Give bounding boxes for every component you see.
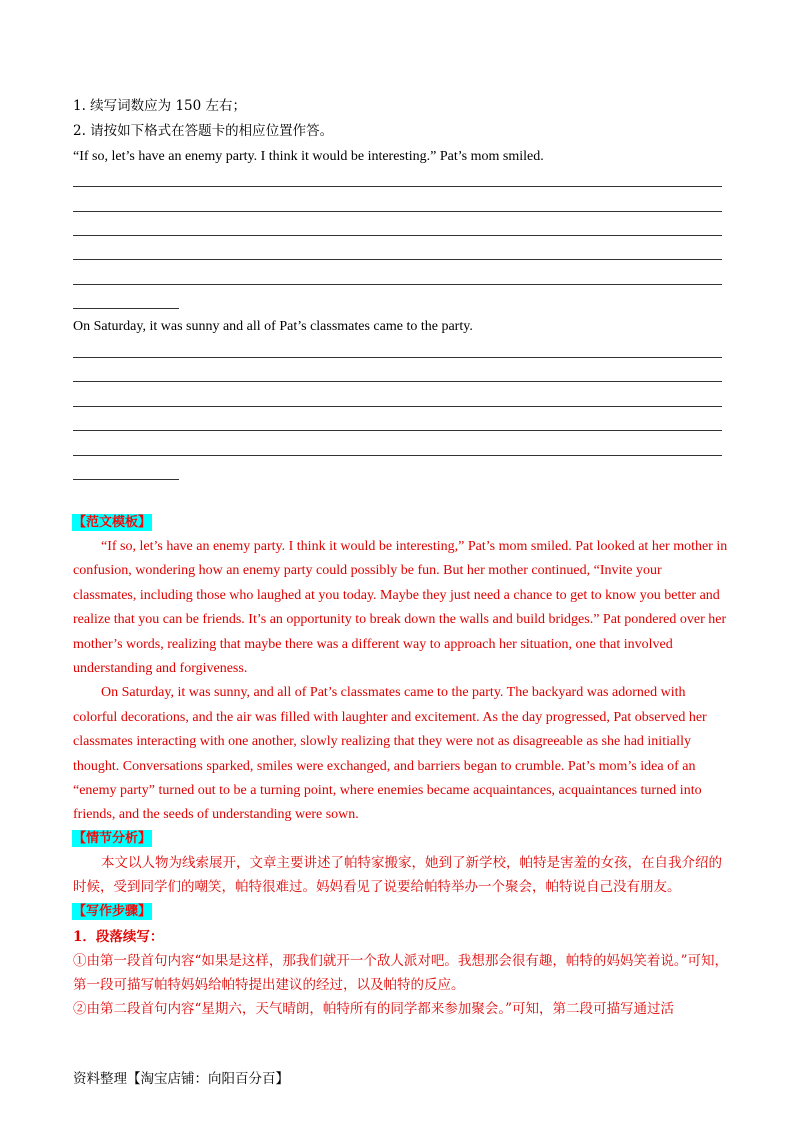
model-essay-paragraph-2: On Saturday, it was sunny, and all of Pat’s classmates came to the party. The backyard was adorned with colorful decorations, and the air was filled with laughter and excitement. As the day progressed, Pat observed her classmates interacting with one another, slowly realizing that they were not as disagreeable as she had initially thought. Conversations sparked, smiles were exchanged, and barriers began to crumble. Pat’s mom’s idea of an “enemy party” turned out to be a turning point, where enemies became acquaintances, acquaintances turned into friends, and the seeds of understanding were sown. xyxy=(73,685,707,823)
answer-line xyxy=(73,284,722,285)
answer-line xyxy=(73,381,722,382)
plot-analysis xyxy=(73,851,733,899)
answer-line xyxy=(73,186,722,187)
model-essay-tag: 【范文模板】 xyxy=(73,515,152,530)
footer-source: 资料整理【淘宝店铺：向阳百分百】 xyxy=(73,1071,289,1087)
writing-steps-tag: 【写作步骤】 xyxy=(73,904,152,919)
model-essay xyxy=(73,535,728,828)
prompt-paragraph-2: On Saturday, it was sunny and all of Pat’s classmates came to the party. xyxy=(73,319,473,334)
answer-line xyxy=(73,235,722,236)
answer-line-short xyxy=(73,479,179,480)
answer-line xyxy=(73,455,722,456)
answer-line xyxy=(73,430,722,431)
writing-steps-heading: 1．段落续写： xyxy=(73,929,164,945)
answer-line xyxy=(73,406,722,407)
answer-line xyxy=(73,259,722,260)
writing-steps xyxy=(73,925,733,1021)
answer-line xyxy=(73,211,722,212)
instruction-item-2: 2. 请按如下格式在答题卡的相应位置作答。 xyxy=(73,123,334,139)
prompt-paragraph-1: “If so, let’s have an enemy party. I think it would be interesting.” Pat’s mom smiled. xyxy=(73,149,544,164)
answer-line-short xyxy=(73,308,179,309)
model-essay-paragraph-1: “If so, let’s have an enemy party. I think it would be interesting,” Pat’s mom smiled. Pat looked at her mother in confusion, wondering how an enemy party could possibly be fun. But her mother continued, “Invite your classmates, including those who laughed at you today. Maybe they just need a chance to get to know you better and realize that you can be friends. It’s an opportunity to break down the walls and build bridges.” Pat pondered over her mother’s words, realizing that maybe there was a different way to approach her situation, one that involved understanding and forgiveness. xyxy=(73,539,728,677)
plot-analysis-text: 本文以人物为线索展开，文章主要讲述了帕特家搬家，她到了新学校，帕特是害羞的女孩，在自我介绍的时候，受到同学们的嘲笑，帕特很难过。妈妈看见了说要给帕特举办一个聚会，帕特说自己没有朋友。 xyxy=(73,855,722,895)
answer-line xyxy=(73,357,722,358)
writing-step-point-2: ②由第二段首句内容“星期六，天气晴朗，帕特所有的同学都来参加聚会。”可知，第二段可描写通过活 xyxy=(73,1001,675,1017)
instruction-item-1: 1. 续写词数应为 150 左右； xyxy=(73,98,247,114)
plot-analysis-tag: 【情节分析】 xyxy=(73,831,152,846)
writing-step-point-1: ①由第一段首句内容“如果是这样，那我们就开一个敌人派对吧。我想那会很有趣，帕特的妈妈笑着说。”可知，第一段可描写帕特妈妈给帕特提出建议的经过，以及帕特的反应。 xyxy=(73,953,729,993)
